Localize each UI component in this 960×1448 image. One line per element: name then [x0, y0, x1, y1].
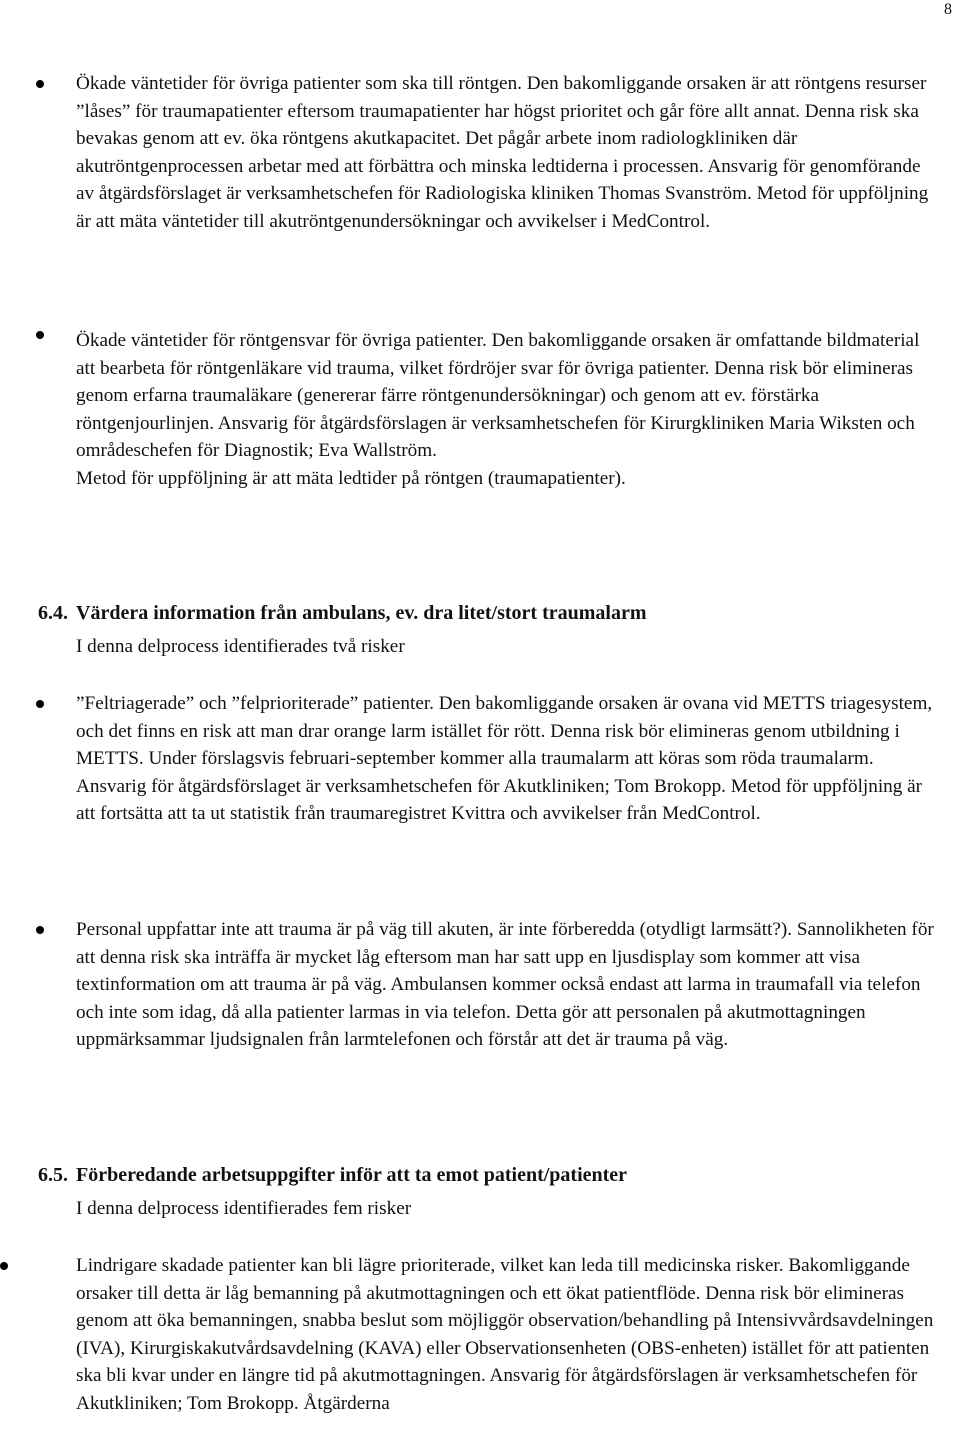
- section-number: 6.4.: [38, 602, 68, 624]
- section-heading-6-4: [38, 599, 646, 627]
- bullet-dot: [36, 700, 44, 708]
- section-number: 6.5.: [38, 1164, 68, 1186]
- bullet-dot: [36, 926, 44, 934]
- section-title: Förberedande arbetsuppgifter inför att ta emot patient/patienter: [76, 1164, 628, 1186]
- section-intro: I denna delprocess identifierades fem risker: [76, 1198, 412, 1219]
- list-item-text: Ökade väntetider för röntgensvar för övriga patienter. Den bakomliggande orsaken är omfattande bildmaterial att bearbeta för röntgenläkare vid trauma, vilket fördröjer svar för övriga patienter. Denna risk bör elimineras genom erfarna traumaläkare (genererar färre röntgenundersökningar) och genom att ev. förstärka röntgenjourlinjen. Ansvarig för åtgärdsförslagen är verksamhetschefen för Kirurgkliniken Maria Wiksten och områdeschefen för Diagnostik; Eva Wallström.: [76, 330, 920, 462]
- page-number: 8: [944, 1, 952, 18]
- list-item: [76, 327, 940, 493]
- bullet-dot: [36, 331, 44, 339]
- followup-method: Metod för uppföljning är att mäta ledtider på röntgen (traumapatienter).: [76, 467, 626, 489]
- section-heading-6-5: [38, 1161, 627, 1189]
- bullet-dot: [36, 80, 44, 88]
- list-item: Personal uppfattar inte att trauma är på väg till akuten, är inte förberedda (otydligt larmsätt?). Sannolikheten för att denna risk ska inträffa är mycket låg eftersom man har satt upp en ljusdisplay som kommer att visa textinformation om att trauma är på väg. Ambulansen kommer också endast att larma in traumafall via telefon och inte som idag, då alla patienter larmas in via telefon. Detta gör att personalen på akutmottagningen uppmärksammar ljudsignalen från larmtelefonen och förstår att det är trauma på väg.: [76, 919, 934, 1051]
- list-item: Lindrigare skadade patienter kan bli lägre prioriterade, vilket kan leda till medicinska risker. Bakomliggande orsaker till detta är låg bemanning på akutmottagningen och ett ökat patientflöde. Denna risk bör elimineras genom att öka bemanningen, snabba beslut som möjliggör observation/behandling på Intensivvårdsavdelningen (IVA), Kirurgiskakutvårdsavdelning (KAVA) eller Observationsenheten (OBS-enheten) istället för att patienten ska bli kvar under en längre tid på akutmottagningen. Ansvarig för åtgärdsförslagen är verksamhetschefen för Akutkliniken; Tom Brokopp. Åtgärderna: [76, 1255, 934, 1414]
- section-title: Värdera information från ambulans, ev. dra litet/stort traumalarm: [76, 602, 647, 624]
- list-item: Ökade väntetider för övriga patienter som ska till röntgen. Den bakomliggande orsaken är att röntgens resurser ”låses” för traumapatienter eftersom traumapatienter har högst prioritet och går före allt annat. Denna risk ska bevakas genom att ev. öka röntgens akutkapacitet. Det pågår arbete inom radiologkliniken där akutröntgenprocessen arbetar med att förbättra och minska ledtiderna i processen. Ansvarig för genomförande av åtgärdsförslaget är verksamhetschefen för Radiologiska kliniken Thomas Svanström. Metod för uppföljning är att mäta väntetider till akutröntgenundersökningar och avvikelser i MedControl.: [76, 73, 929, 232]
- bullet-dot: [0, 1262, 8, 1270]
- list-item: ”Feltriagerade” och ”felprioriterade” patienter. Den bakomliggande orsaken är ovana vid METTS triagesystem, och det finns en risk att man drar orange larm istället för rött. Denna risk bör elimineras genom utbildning i METTS. Under förslagsvis februari-september kommer alla traumalarm att köras som röda traumalarm. Ansvarig för åtgärdsförslaget är verksamhetschefen för Akutkliniken; Tom Brokopp. Metod för uppföljning är att fortsätta att ta ut statistik från traumaregistret Kvittra och avvikelser från MedControl.: [76, 693, 933, 825]
- section-intro: I denna delprocess identifierades två risker: [76, 636, 405, 657]
